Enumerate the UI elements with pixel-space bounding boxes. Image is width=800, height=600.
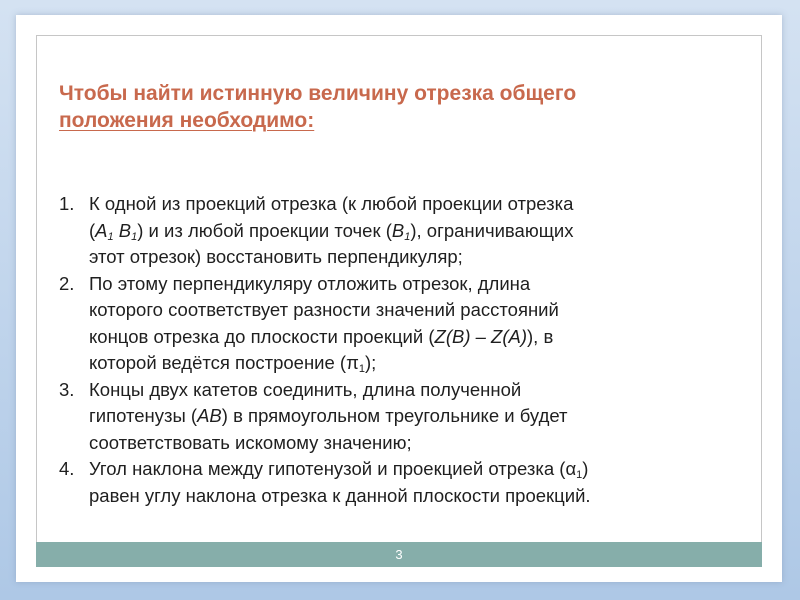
- step-text: которой ведётся построение (π: [89, 352, 359, 373]
- point-b1: B: [118, 219, 132, 241]
- step-text: (: [89, 219, 96, 241]
- step-text: ) в прямоугольном треугольнике и будет: [221, 405, 568, 426]
- segment-ab: AB: [197, 405, 222, 426]
- subscript: 1: [131, 230, 138, 243]
- slide-content-frame: [36, 35, 762, 567]
- subscript: 1: [358, 363, 365, 375]
- point-b1: B: [391, 219, 405, 241]
- z-difference: Z(B) – Z(A): [434, 325, 528, 347]
- step-number: 1.: [59, 193, 75, 214]
- step-text: ): [582, 458, 589, 479]
- step-text: ), ограничивающих: [410, 219, 574, 241]
- step-text: гипотенузы (: [89, 405, 198, 426]
- step-text: Концы двух катетов соединить, длина полученной: [89, 378, 522, 400]
- step-item-3: [59, 377, 739, 457]
- step-text: этот отрезок) восстановить перпендикуляр;: [89, 246, 463, 267]
- step-text: ), в: [527, 325, 554, 347]
- point-a1: A: [95, 219, 108, 241]
- step-number: 3.: [59, 378, 75, 400]
- subscript: 1: [107, 230, 114, 243]
- slide: [16, 15, 782, 582]
- subscript: 1: [576, 469, 583, 481]
- step-item-4: [59, 456, 739, 509]
- slide-title: [59, 80, 719, 134]
- slide-title-line-2: положения необходимо:: [59, 109, 315, 132]
- step-number: 4.: [59, 458, 75, 479]
- step-text: которого соответствует разности значений расстояний: [89, 299, 559, 320]
- step-text: );: [364, 352, 377, 373]
- step-text: равен углу наклона отрезка к данной плоскости проекций.: [89, 484, 591, 506]
- step-item-2: [59, 271, 739, 377]
- step-text: соответствовать искомому значению;: [89, 431, 412, 453]
- step-item-1: [59, 191, 739, 271]
- step-text: По этому перпендикуляру отложить отрезок, длина: [89, 272, 531, 294]
- step-number: 2.: [59, 272, 75, 294]
- step-text: ) и из любой проекции точек (: [137, 219, 392, 241]
- step-text: концов отрезка до плоскости проекций (: [89, 325, 435, 347]
- footer-bar: [36, 542, 762, 567]
- step-text: К одной из проекций отрезка (к любой проекции отрезка: [89, 193, 574, 214]
- steps-list: [59, 191, 739, 509]
- page-number: 3: [395, 547, 403, 562]
- subscript: 1: [404, 230, 411, 243]
- step-text: Угол наклона между гипотенузой и проекцией отрезка (α: [89, 458, 577, 479]
- slide-title-line-1: Чтобы найти истинную величину отрезка общего: [59, 82, 577, 105]
